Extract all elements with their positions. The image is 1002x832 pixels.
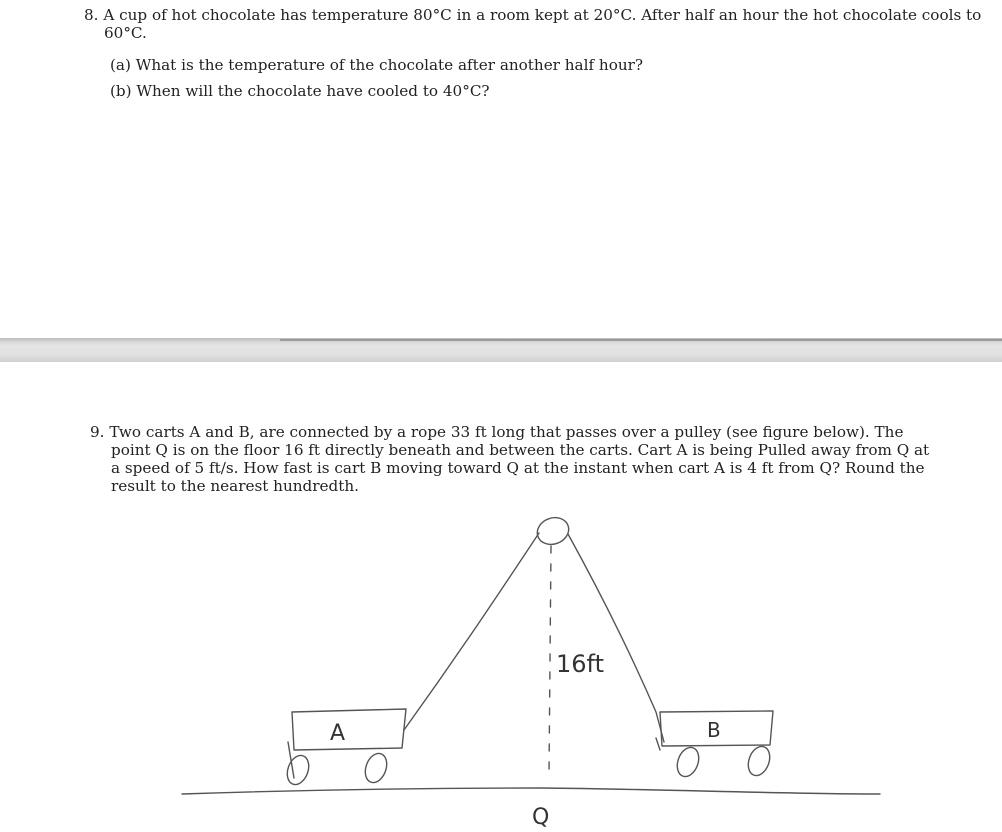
point-q-label: Q bbox=[532, 805, 550, 830]
cart-b-axle bbox=[656, 738, 660, 750]
rope-right bbox=[568, 534, 664, 742]
cart-b-wheel-left bbox=[673, 744, 702, 779]
cart-b-label: B bbox=[707, 718, 721, 742]
floor-line bbox=[182, 788, 880, 794]
page-divider bbox=[0, 338, 1002, 362]
problem-9-text: 9. Two carts A and B, are connected by a rope 33 ft long that passes over a pulley (see figure below). The point Q is on the floor 16 ft directly beneath and between the carts. Cart A is being Pulled away from Q at a speed of 5 ft/s. How fast is cart B moving toward Q at the instant when cart A is 4 ft from Q? Round the result to the nearest hundredth. bbox=[90, 423, 930, 495]
problem-8 bbox=[84, 6, 984, 108]
page-divider-line bbox=[280, 339, 1002, 341]
rope-left bbox=[404, 533, 539, 730]
cart-a-wheel-left bbox=[283, 752, 312, 787]
pulley-figure bbox=[0, 362, 1002, 832]
cart-a-label: A bbox=[330, 721, 346, 746]
height-label: 16ft bbox=[556, 650, 604, 678]
problem-8-text: 8. A cup of hot chocolate has temperature 80°C in a room kept at 20°C. After half an hour the hot chocolate cools to 60°C. bbox=[84, 6, 982, 42]
cart-b-wheel-right bbox=[744, 743, 773, 778]
problem-8-part-a: (a) What is the temperature of the chocolate after another half hour? bbox=[110, 56, 644, 74]
pulley-wheel bbox=[534, 513, 573, 548]
cart-a-body bbox=[292, 709, 406, 750]
problem-8-parts bbox=[84, 56, 984, 100]
cart-a-wheel-right bbox=[361, 750, 390, 785]
problem-8-part-b: (b) When will the chocolate have cooled to 40°C? bbox=[110, 82, 490, 100]
height-dashed-line bbox=[549, 546, 551, 774]
